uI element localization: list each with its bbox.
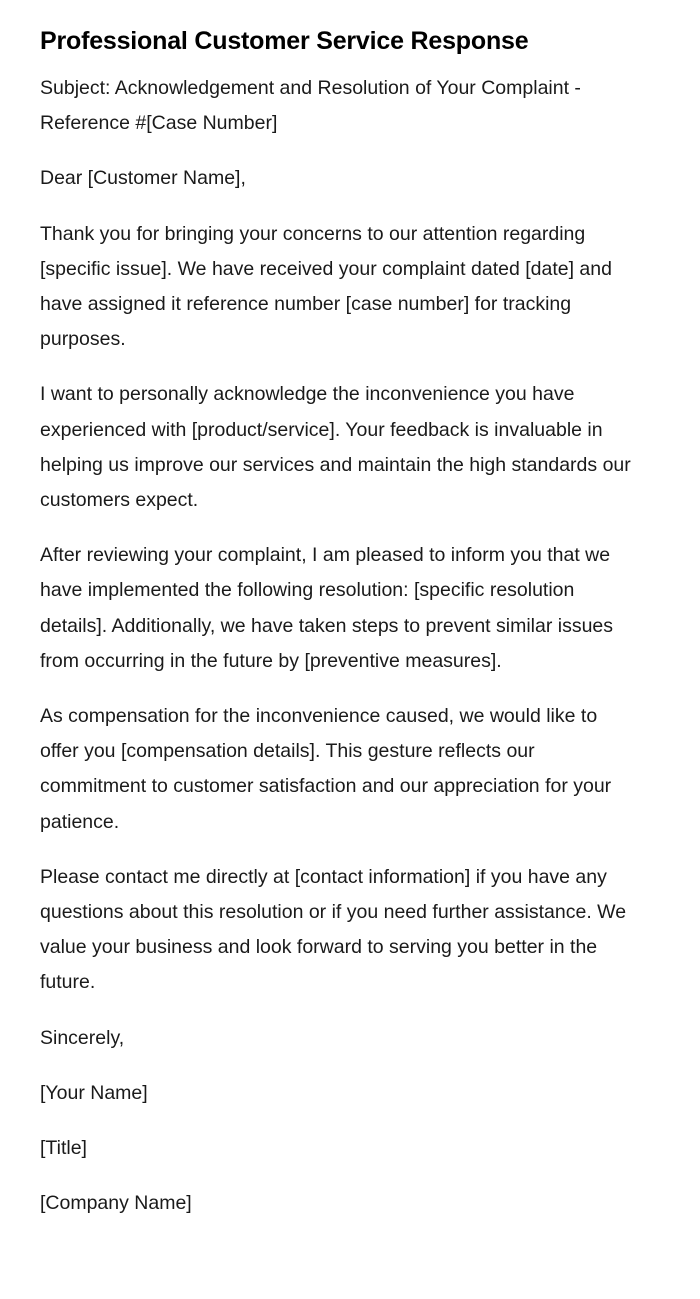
salutation: Dear [Customer Name], xyxy=(40,167,246,190)
closing: Sincerely, xyxy=(40,1026,125,1049)
body-paragraph-4: As compensation for the inconvenience caused, we would like to offer you [compensation details]. This gesture reflects our commitment to customer satisfaction and our appreciation for your patience. xyxy=(40,705,612,833)
body-paragraph-5: Please contact me directly at [contact information] if you have any questions about this resolution or if you need further assistance. We value your business and look forward to serving you better in the future. xyxy=(40,865,627,994)
body-paragraph-3: After reviewing your complaint, I am pleased to inform you that we have implemented the following resolution: [specific resolution details]. Additionally, we have taken steps to prevent similar issues from occurring in the future by [preventive measures]. xyxy=(40,544,614,672)
signature-name: [Your Name] xyxy=(40,1081,148,1104)
body-paragraph-1: Thank you for bringing your concerns to our attention regarding [specific issue]. We have received your complaint dated [date] and have assigned it reference number [case number] for tracking purposes. xyxy=(40,222,612,351)
body-paragraph-2: I want to personally acknowledge the inconvenience you have experienced with [product/service]. Your feedback is invaluable in helping us improve our services and maintain the high standards our customers expect. xyxy=(40,383,631,512)
subject-line: Subject: Acknowledgement and Resolution of Your Complaint - Reference #[Case Number] xyxy=(40,77,581,135)
signature-title: [Title] xyxy=(40,1137,87,1160)
document-title: Professional Customer Service Response xyxy=(40,27,529,55)
signature-company: [Company Name] xyxy=(40,1192,192,1215)
